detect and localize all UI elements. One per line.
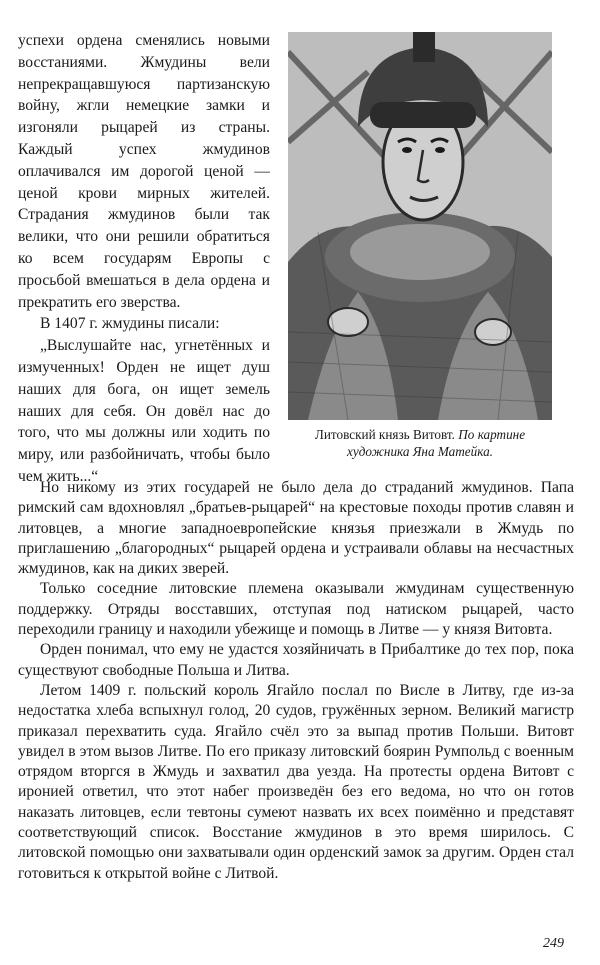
portrait-figure — [286, 32, 554, 460]
vytautas-portrait-illustration — [288, 32, 552, 420]
page-number: 249 — [543, 936, 564, 951]
full-width-text — [18, 478, 574, 884]
paragraph-lithuanian-support: Только соседние литовские племена оказывали жмудинам существенную поддержку. Отряды восставших, отступая под натиском рыцарей, часто переходили границу и находили убежище и помощь в Литве — у князя Витовта. — [18, 580, 574, 639]
paragraph-no-help-from-rulers: Но никому из этих государей не было дела до страданий жмудинов. Папа римский сам вдохновлял „братьев-рыцарей“ на крестовые походы против славян и литовцев, а многие западноевропейские князья приезжали в Жмудь по приглашению „благородных“ рыцарей ордена и устраивали облавы на несчастных жмудинов, как на диких зверей. — [18, 479, 574, 578]
paragraph-zhmudiny-uprisings: успехи ордена сменялись новыми восстаниями. Жмудины вели непрекращавшуюся партизанскую войну, жгли немецкие замки и изгоняли рыцарей из страны. Каждый успех жмудинов оплачивался им дорогой ценой — ценой крови мирных жителей. Страдания жмудинов были так велики, что они решили обратиться ко всем государям Европы с просьбой вмешаться в дела ордена и прекратить его зверства. — [18, 32, 270, 311]
paragraph-letter-quote: „Выслушайте нас, угнетённых и измученных! Орден не ищет душ наших для бога, он ищет земель наших для себя. Он довёл нас до того, что мы должны или ходить по миру, или разбойничать, чтобы было чем жить...“ — [18, 337, 270, 485]
caption-subject: Литовский князь Витовт. — [314, 427, 455, 442]
paragraph-order-understood: Орден понимал, что ему не удастся хозяйничать в Прибалтике до тех пор, пока существуют свободные Польша и Литва. — [18, 641, 574, 679]
paragraph-1407-letter-intro: В 1407 г. жмудины писали: — [40, 315, 220, 333]
caption-artist: По картине художника Яна Матейка. — [347, 427, 526, 459]
portrait-caption — [286, 426, 554, 460]
left-text-column — [18, 30, 270, 488]
paragraph-summer-1409: Летом 1409 г. польский король Ягайло послал по Висле в Литву, где из-за недостатка хлеба вспыхнул голод, 20 судов, гружённых зерном. Великий магистр приказал перехватить суда. Ягайло счёл это за выпад против Польши. Витовт увидел в этом вызов Литве. По его приказу литовский боярин Румпольд с военным отрядом вторгся в Жмудь и захватил два уезда. На протесты ордена Витовт с иронией ответил, что этот набег произведён без его ведома, но что он готов наказать литовцев, если тевтоны сумеют назвать их всех поимённо и представят соответствующий список. Восстание жмудинов в это время ширилось. С литовской помощью они захватывали один орденский замок за другим. Орден стал готовиться к открытой войне с Литвой. — [18, 681, 574, 882]
